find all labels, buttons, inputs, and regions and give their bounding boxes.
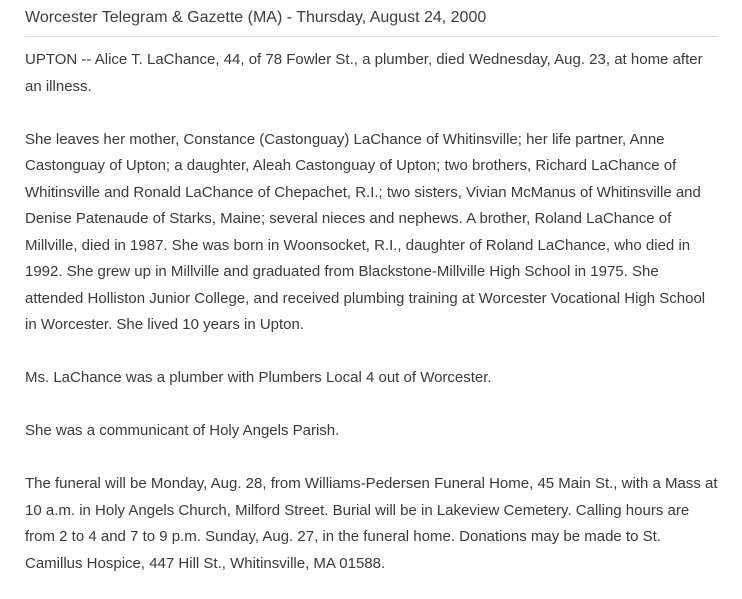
paragraph-funeral-arrangements: The funeral will be Monday, Aug. 28, from Williams-Pedersen Funeral Home, 45 Main St., with a Mass at 10 a.m. in Holy Angels Church, Milford Street. Burial will be in Lakeview Cemetery. Calling hours are from 2 to 4 and 7 to 9 p.m. Sunday, Aug. 27, in the funeral home. Donations may be made to St. Camillus Hospice, 447 Hill St., Whitinsville, MA 01588.	[25, 475, 718, 572]
paragraph-survivors: She leaves her mother, Constance (Castonguay) LaChance of Whitinsville; her life partner, Anne Castonguay of Upton; a daughter, Aleah Castonguay of Upton; two brothers, Richard LaChance of Whitinsville and Ronald LaChance of Chepachet, R.I.; two sisters, Vivian McManus of Whitinsville and Denise Patenaude of Starks, Maine; several nieces and nephews. A brother, Roland LaChance of Millville, died in 1987. She was born in Woonsocket, R.I., daughter of Roland LaChance, who died in 1992. She grew up in Millville and graduated from Blackstone-Millville High School in 1975. She attended Holliston Junior College, and received plumbing training at Worcester Vocational High School in Worcester. She lived 10 years in Upton.	[25, 130, 706, 333]
paragraph-occupation: Ms. LaChance was a plumber with Plumbers Local 4 out of Worcester.	[25, 369, 492, 386]
source-line: Worcester Telegram & Gazette (MA) - Thursday, August 24, 2000	[25, 9, 487, 26]
article-body	[25, 37, 718, 577]
paragraph-parish: She was a communicant of Holy Angels Parish.	[25, 422, 340, 439]
paragraph-death-notice: UPTON -- Alice T. LaChance, 44, of 78 Fowler St., a plumber, died Wednesday, Aug. 23, at home after an illness.	[25, 51, 703, 95]
